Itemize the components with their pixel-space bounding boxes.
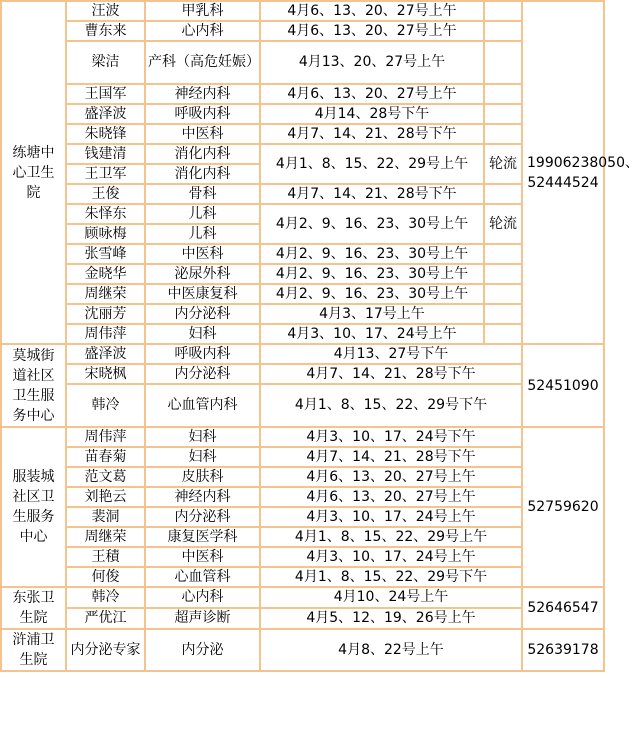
note — [484, 41, 522, 84]
doctor-name: 内分泌专家 — [66, 629, 145, 671]
rotation-note: 轮流 — [484, 204, 522, 244]
doctor-name: 钱建清 — [66, 144, 145, 164]
doctor-name: 苗春菊 — [66, 447, 145, 467]
hospital-name: 东张卫生院 — [1, 587, 66, 629]
department: 中医科 — [145, 547, 260, 567]
visit-time: 4月1、8、15、22、29号下午 — [260, 567, 522, 587]
doctor-name: 宋晓枫 — [66, 364, 145, 384]
doctor-name: 梁洁 — [66, 41, 145, 84]
table-row — [1, 304, 604, 324]
department: 呼吸内科 — [145, 104, 260, 124]
doctor-name: 王国军 — [66, 84, 145, 104]
note — [484, 21, 522, 41]
department: 儿科 — [145, 204, 260, 224]
doctor-name: 严优江 — [66, 608, 145, 629]
department: 消化内科 — [145, 144, 260, 164]
rotation-note: 轮流 — [484, 144, 522, 184]
table-row — [1, 41, 604, 84]
note — [484, 264, 522, 284]
visit-time: 4月7、14、21、28号下午 — [260, 447, 522, 467]
table-row — [1, 21, 604, 41]
hospital-name: 练塘中心卫生院 — [1, 1, 66, 344]
visit-time: 4月3、10、17、24号上午 — [260, 507, 522, 527]
department: 康复医学科 — [145, 527, 260, 547]
table-row — [1, 204, 604, 224]
doctor-name: 裴洞 — [66, 507, 145, 527]
note — [484, 324, 522, 344]
visit-time: 4月3、10、17、24号下午 — [260, 427, 522, 447]
hospital-name: 服装城社区卫生服务中心 — [1, 427, 66, 587]
doctor-name: 盛泽波 — [66, 104, 145, 124]
visit-time: 4月7、14、21、28号下午 — [260, 364, 522, 384]
phone-number: 52451090 — [522, 344, 604, 427]
table-row — [1, 567, 604, 587]
department: 内分泌 — [145, 629, 260, 671]
note — [484, 284, 522, 304]
visit-time: 4月1、8、15、22、29号上午 — [260, 527, 522, 547]
table-row — [1, 487, 604, 507]
table-row — [1, 364, 604, 384]
doctor-name: 朱晓锋 — [66, 124, 145, 144]
doctor-name: 曹东来 — [66, 21, 145, 41]
department: 内分泌科 — [145, 364, 260, 384]
department: 中医科 — [145, 124, 260, 144]
visit-time: 4月8、22号上午 — [260, 629, 522, 671]
doctor-name: 沈丽芳 — [66, 304, 145, 324]
note — [484, 244, 522, 264]
doctor-name: 王積 — [66, 547, 145, 567]
department: 消化内科 — [145, 164, 260, 184]
visit-time: 4月6、13、20、27号上午 — [260, 1, 484, 21]
doctor-name: 金晓华 — [66, 264, 145, 284]
doctor-name: 盛泽波 — [66, 344, 145, 364]
phone-number: 52646547 — [522, 587, 604, 629]
department: 泌尿外科 — [145, 264, 260, 284]
phone-number: 19906238050、52444524 — [522, 1, 604, 344]
doctor-name: 何俊 — [66, 567, 145, 587]
table-row — [1, 467, 604, 487]
doctor-name: 周伟萍 — [66, 427, 145, 447]
department: 超声诊断 — [145, 608, 260, 629]
visit-time: 4月2、9、16、23、30号上午 — [260, 204, 484, 244]
visit-time: 4月14、28号下午 — [260, 104, 484, 124]
department: 内分泌科 — [145, 304, 260, 324]
department: 妇科 — [145, 427, 260, 447]
visit-time: 4月6、13、20、27号上午 — [260, 467, 522, 487]
doctor-name: 汪波 — [66, 1, 145, 21]
department: 中医康复科 — [145, 284, 260, 304]
visit-time: 4月13、27号下午 — [260, 344, 522, 364]
note — [484, 104, 522, 124]
visit-time: 4月1、8、15、22、29号下午 — [260, 384, 522, 427]
visit-time: 4月13、20、27号上午 — [260, 41, 484, 84]
table-row — [1, 344, 604, 364]
department: 心内科 — [145, 21, 260, 41]
visit-time: 4月3、10、17、24号上午 — [260, 547, 522, 567]
table-row — [1, 264, 604, 284]
visit-time: 4月6、13、20、27号上午 — [260, 21, 484, 41]
visit-time: 4月3、17号上午 — [260, 304, 484, 324]
table-row — [1, 427, 604, 447]
department: 心内科 — [145, 587, 260, 608]
visit-time: 4月7、14、21、28号下午 — [260, 124, 484, 144]
note — [484, 304, 522, 324]
department: 内分泌科 — [145, 507, 260, 527]
department: 心血管内科 — [145, 384, 260, 427]
department: 皮肤科 — [145, 467, 260, 487]
table-row — [1, 1, 604, 21]
visit-time: 4月1、8、15、22、29号上午 — [260, 144, 484, 184]
department: 骨科 — [145, 184, 260, 204]
department: 神经内科 — [145, 487, 260, 507]
doctor-name: 刘艳云 — [66, 487, 145, 507]
doctor-name: 王俊 — [66, 184, 145, 204]
table-row — [1, 547, 604, 567]
visit-time: 4月2、9、16、23、30号上午 — [260, 244, 484, 264]
table-row — [1, 587, 604, 608]
visit-time: 4月6、13、20、27号上午 — [260, 84, 484, 104]
doctor-name: 韩冷 — [66, 384, 145, 427]
phone-number: 52639178 — [522, 629, 604, 671]
doctor-name: 朱怿东 — [66, 204, 145, 224]
visit-time: 4月3、10、17、24号上午 — [260, 324, 484, 344]
department: 甲乳科 — [145, 1, 260, 21]
department: 呼吸内科 — [145, 344, 260, 364]
visit-time: 4月6、13、20、27号上午 — [260, 487, 522, 507]
doctor-name: 范文葛 — [66, 467, 145, 487]
table-row — [1, 629, 604, 671]
table-row — [1, 527, 604, 547]
table-row — [1, 84, 604, 104]
department: 神经内科 — [145, 84, 260, 104]
visit-time: 4月7、14、21、28号下午 — [260, 184, 484, 204]
hospital-name: 莫城街道社区卫生服务中心 — [1, 344, 66, 427]
table-row — [1, 184, 604, 204]
table-row — [1, 244, 604, 264]
table-row — [1, 124, 604, 144]
doctor-name: 周继荣 — [66, 284, 145, 304]
department: 妇科 — [145, 324, 260, 344]
visit-time: 4月2、9、16、23、30号上午 — [260, 284, 484, 304]
table-row — [1, 507, 604, 527]
doctor-name: 张雪峰 — [66, 244, 145, 264]
table-row — [1, 384, 604, 427]
department: 儿科 — [145, 224, 260, 244]
department: 产科（高危妊娠） — [145, 41, 260, 84]
department: 妇科 — [145, 447, 260, 467]
doctor-name: 韩冷 — [66, 587, 145, 608]
doctor-name: 周伟萍 — [66, 324, 145, 344]
table-row — [1, 284, 604, 304]
note — [484, 1, 522, 21]
visit-time: 4月2、9、16、23、30号上午 — [260, 264, 484, 284]
visit-time: 4月5、12、19、26号上午 — [260, 608, 522, 629]
visit-time: 4月10、24号上午 — [260, 587, 522, 608]
doctor-name: 周继荣 — [66, 527, 145, 547]
table-row — [1, 324, 604, 344]
hospital-name: 浒浦卫生院 — [1, 629, 66, 671]
doctor-name: 王卫军 — [66, 164, 145, 184]
table-row — [1, 104, 604, 124]
doctor-name: 顾咏梅 — [66, 224, 145, 244]
note — [484, 184, 522, 204]
table-row — [1, 447, 604, 467]
department: 中医科 — [145, 244, 260, 264]
phone-number: 52759620 — [522, 427, 604, 587]
table-row — [1, 144, 604, 164]
note — [484, 84, 522, 104]
table-row — [1, 608, 604, 629]
department: 心血管科 — [145, 567, 260, 587]
note — [484, 124, 522, 144]
